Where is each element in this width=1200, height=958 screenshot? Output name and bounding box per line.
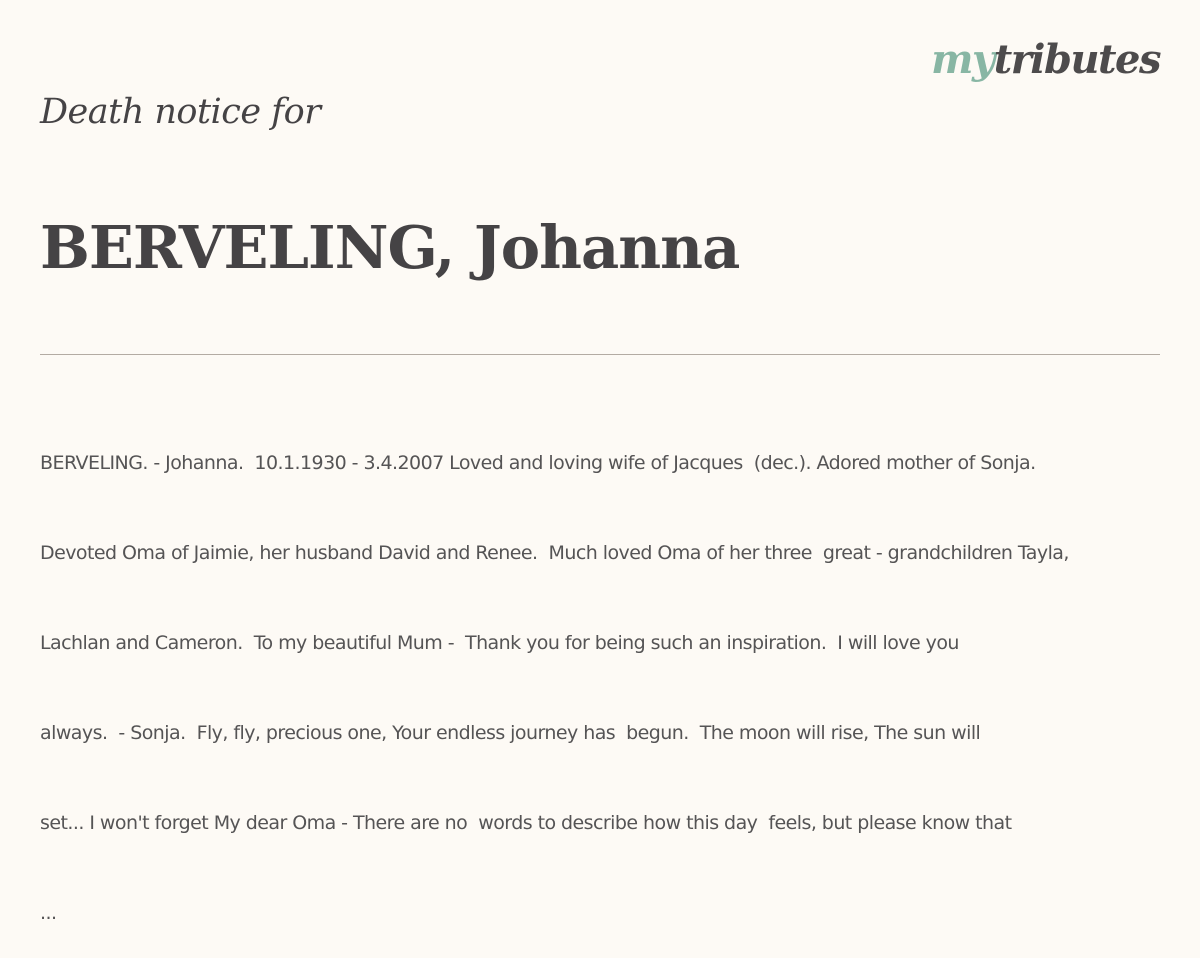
logo-tributes: tributes bbox=[993, 36, 1160, 83]
notice-ellipsis: ... bbox=[40, 902, 57, 924]
deceased-name: BERVELING, Johanna bbox=[40, 213, 740, 282]
divider bbox=[40, 354, 1160, 355]
mytributes-logo[interactable] bbox=[931, 34, 1160, 86]
notice-text bbox=[40, 388, 1192, 958]
notice-line: always. - Sonja. Fly, fly, precious one, Your endless journey has begun. The moon will rise, The sun will bbox=[40, 722, 981, 744]
notice-line: BERVELING. - Johanna. 10.1.1930 - 3.4.2007 Loved and loving wife of Jacques (dec.). Adored mother of Sonja. bbox=[40, 452, 1036, 474]
notice-line: set... I won't forget My dear Oma - There are no words to describe how this day feels, but please know that bbox=[40, 812, 1012, 834]
notice-line: Devoted Oma of Jaimie, her husband David and Renee. Much loved Oma of her three great - grandchildren Tayla, bbox=[40, 542, 1069, 564]
notice-line: Lachlan and Cameron. To my beautiful Mum - Thank you for being such an inspiration. I will love you bbox=[40, 632, 959, 654]
logo-my: my bbox=[931, 36, 994, 83]
notice-kicker: Death notice for bbox=[40, 92, 321, 132]
